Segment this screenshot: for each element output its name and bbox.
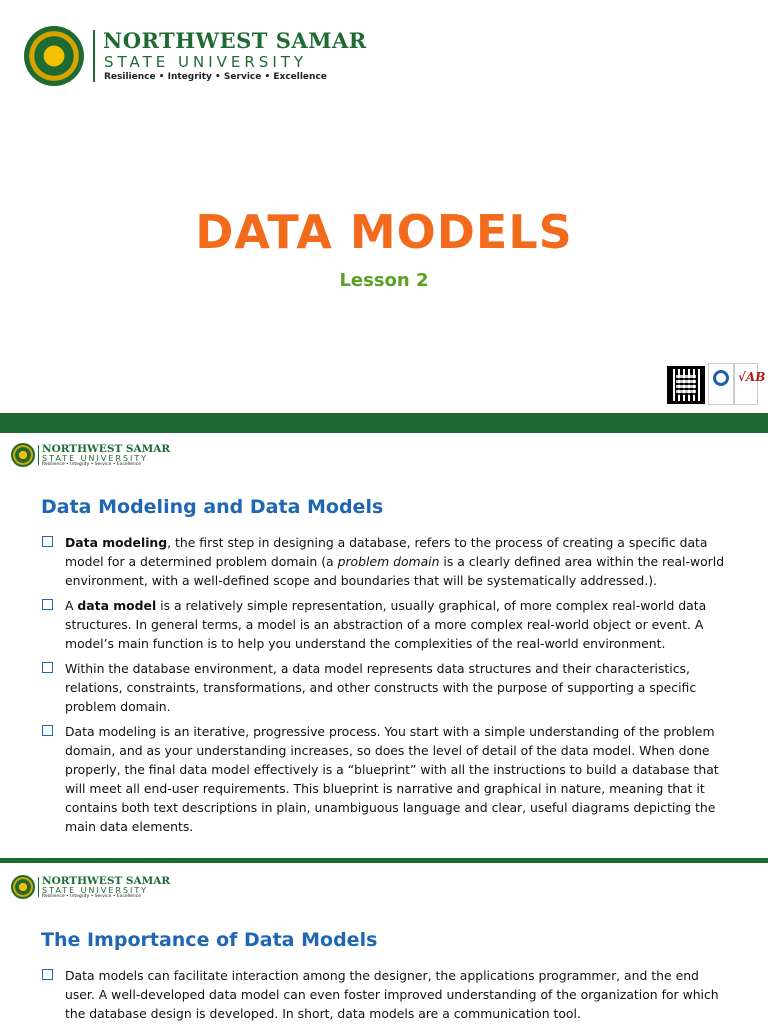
- section-heading: The Importance of Data Models: [41, 929, 378, 951]
- university-sub: STATE UNIVERSITY: [42, 454, 149, 463]
- university-seal-logo: [11, 875, 35, 899]
- logo-divider: [38, 877, 39, 897]
- university-name: NORTHWEST SAMAR: [42, 875, 171, 887]
- university-sub: STATE UNIVERSITY: [42, 886, 149, 895]
- university-name: NORTHWEST SAMAR: [103, 28, 367, 53]
- qr-code-icon: [667, 366, 705, 404]
- checkbox-bullet-icon: [42, 536, 53, 547]
- university-seal-logo: [24, 26, 84, 86]
- university-seal-logo: [11, 443, 35, 467]
- checkbox-bullet-icon: [42, 662, 53, 673]
- slide-title: DATA MODELS: [195, 205, 573, 259]
- content-slide-data-modeling: [0, 433, 768, 858]
- university-motto: Resilience • Integrity • Service • Excellence: [104, 72, 327, 82]
- list-item: Data modeling, the first step in designing a database, refers to the process of creating a specific data model for a determined problem domain (a problem domain is a clearly defined area within the real-world environment, with a well-defined scope and boundaries that will be systematically addressed.).: [42, 533, 732, 590]
- university-motto: Resilience • Integrity • Service • Excellence: [42, 462, 141, 467]
- lesson-label: Lesson 2: [339, 270, 429, 291]
- list-item: A data model is a relatively simple representation, usually graphical, of more complex real-world data structures. In general terms, a model is an abstraction of a more complex real-world object or event. A model’s main function is to help you understand the complexities of the real-world environment.: [42, 596, 732, 653]
- accreditation-badge-icon: √AB: [734, 363, 758, 405]
- slide-divider-bar: [0, 413, 768, 433]
- list-item: Data modeling is an iterative, progressive process. You start with a simple understanding of the problem domain, and as your understanding increases, so does the level of detail of the data model. When done properly, the final data model effectively is a “blueprint” with all the instructions to build a database that will meet all end-user requirements. This blueprint is narrative and graphical in nature, meaning that it contains both text descriptions in plain, unambiguous language and clear, useful diagrams depicting the main data elements.: [42, 722, 732, 836]
- list-item: Data models can facilitate interaction among the designer, the applications programmer, and the end user. A well-developed data model can even foster improved understanding of the organization for which the database design is developed. In short, data models are a communication tool.: [42, 966, 732, 1023]
- university-name: NORTHWEST SAMAR: [42, 443, 171, 455]
- university-motto: Resilience • Integrity • Service • Excellence: [42, 894, 141, 899]
- section-heading: Data Modeling and Data Models: [41, 496, 384, 518]
- title-slide: [0, 0, 768, 413]
- certification-badge-icon: [708, 363, 734, 405]
- bullet-list: [42, 966, 732, 1024]
- checkbox-bullet-icon: [42, 599, 53, 610]
- logo-divider: [93, 30, 95, 82]
- content-slide-importance: [0, 863, 768, 1024]
- university-sub: STATE UNIVERSITY: [104, 53, 308, 71]
- list-item: Within the database environment, a data model represents data structures and their characteristics, relations, constraints, transformations, and other constructs with the purpose of supporting a specific problem domain.: [42, 659, 732, 716]
- checkbox-bullet-icon: [42, 725, 53, 736]
- bullet-list: [42, 533, 732, 842]
- logo-divider: [38, 445, 39, 465]
- checkbox-bullet-icon: [42, 969, 53, 980]
